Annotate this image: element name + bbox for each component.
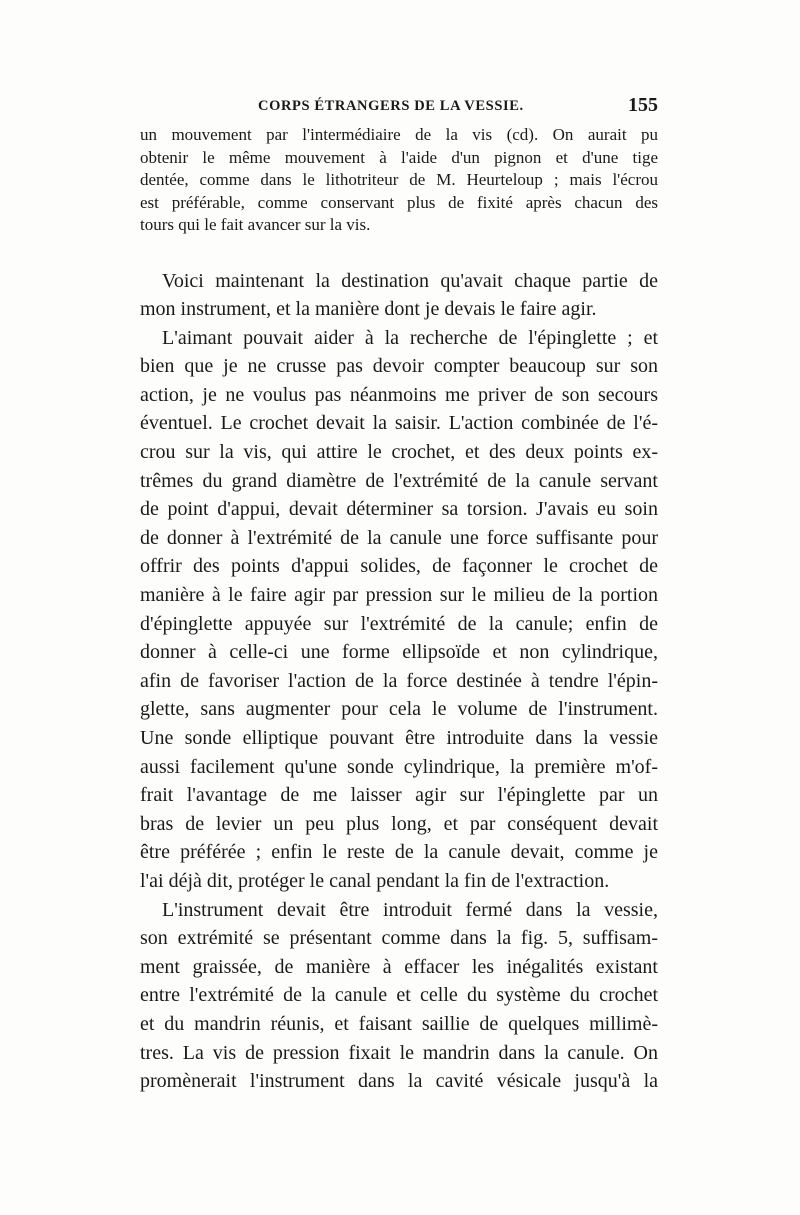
- text-line: L'aimant pouvait aider à la recherche de l'épinglette ; et: [162, 326, 658, 349]
- text-line: est préférable, comme conservant plus de fixité après chacun des: [140, 192, 658, 212]
- running-header: [140, 96, 658, 120]
- paragraph-destination: [140, 267, 658, 324]
- text-line: dentée, comme dans le lithotriteur de M. Heurteloup ; mais l'écrou: [140, 170, 658, 189]
- text-line: et du mandrin réunis, et faisant saillie de quelques millimè-: [140, 1012, 658, 1035]
- text-line: trêmes du grand diamètre de l'extrémité de la canule servant: [140, 469, 658, 492]
- text-line: offrir des points d'appui solides, de façonner le crochet de: [140, 555, 658, 578]
- text-line: mon instrument, et la manière dont je devais le faire agir.: [140, 298, 597, 321]
- text-line: action, je ne voulus pas néanmoins me priver de son secours: [140, 383, 658, 406]
- text-line: un mouvement par l'intermédiaire de la vis (cd). On aurait pu: [140, 125, 658, 144]
- text-line: donner à celle-ci une forme ellipsoïde et non cylindrique,: [140, 641, 658, 664]
- paragraph-instrument: [140, 896, 658, 1096]
- text-line: tours qui le fait avancer sur la vis.: [140, 215, 371, 234]
- text-line: obtenir le même mouvement à l'aide d'un pignon et d'une tige: [140, 147, 658, 167]
- text-line: de donner à l'extrémité de la canule une force suffisante pour: [140, 526, 658, 549]
- text-line: promènerait l'instrument dans la cavité vésicale jusqu'à la: [140, 1070, 658, 1093]
- text-line: entre l'extrémité de la canule et celle du système du crochet: [140, 984, 658, 1007]
- text-line: éventuel. Le crochet devait la saisir. L'action combinée de l'é-: [140, 412, 658, 435]
- text-line: d'épinglette appuyée sur l'extrémité de la canule; enfin de: [140, 612, 658, 635]
- text-line: son extrémité se présentant comme dans la fig. 5, suffisam-: [140, 927, 658, 950]
- text-line: crou sur la vis, qui attire le crochet, et des deux points ex-: [140, 441, 658, 464]
- paragraph-continuation: [140, 124, 658, 237]
- text-line: ment graissée, de manière à effacer les inégalités existant: [140, 955, 658, 978]
- paragraph-aimant: [140, 324, 658, 896]
- running-title: CORPS ÉTRANGERS DE LA VESSIE.: [258, 98, 524, 114]
- text-line: aussi facilement qu'une sonde cylindrique, la première m'of-: [140, 755, 658, 778]
- text-line: tres. La vis de pression fixait le mandrin dans la canule. On: [140, 1041, 658, 1064]
- text-line: L'instrument devait être introduit fermé dans la vessie,: [162, 898, 658, 921]
- text-line: afin de favoriser l'action de la force destinée à tendre l'épin-: [140, 669, 658, 692]
- text-line: manière à le faire agir par pression sur le milieu de la portion: [140, 584, 658, 607]
- text-line: glette, sans augmenter pour cela le volume de l'instrument.: [140, 698, 658, 721]
- text-line: Une sonde elliptique pouvant être introduite dans la vessie: [140, 727, 658, 749]
- text-line: l'ai déjà dit, protéger le canal pendant la fin de l'extraction.: [140, 869, 610, 892]
- text-line: être préférée ; enfin le reste de la canule devait, comme je: [140, 841, 658, 864]
- page-number: 155: [628, 94, 658, 116]
- text-line: de point d'appui, devait déterminer sa torsion. J'avais eu soin: [140, 498, 658, 521]
- text-line: bien que je ne crusse pas devoir compter beaucoup sur son: [140, 355, 658, 378]
- text-line: bras de levier un peu plus long, et par conséquent devait: [140, 812, 658, 835]
- text-line: frait l'avantage de me laisser agir sur l'épinglette par un: [140, 784, 658, 807]
- body-text: [140, 124, 658, 1096]
- text-line: Voici maintenant la destination qu'avait chaque partie de: [162, 269, 658, 292]
